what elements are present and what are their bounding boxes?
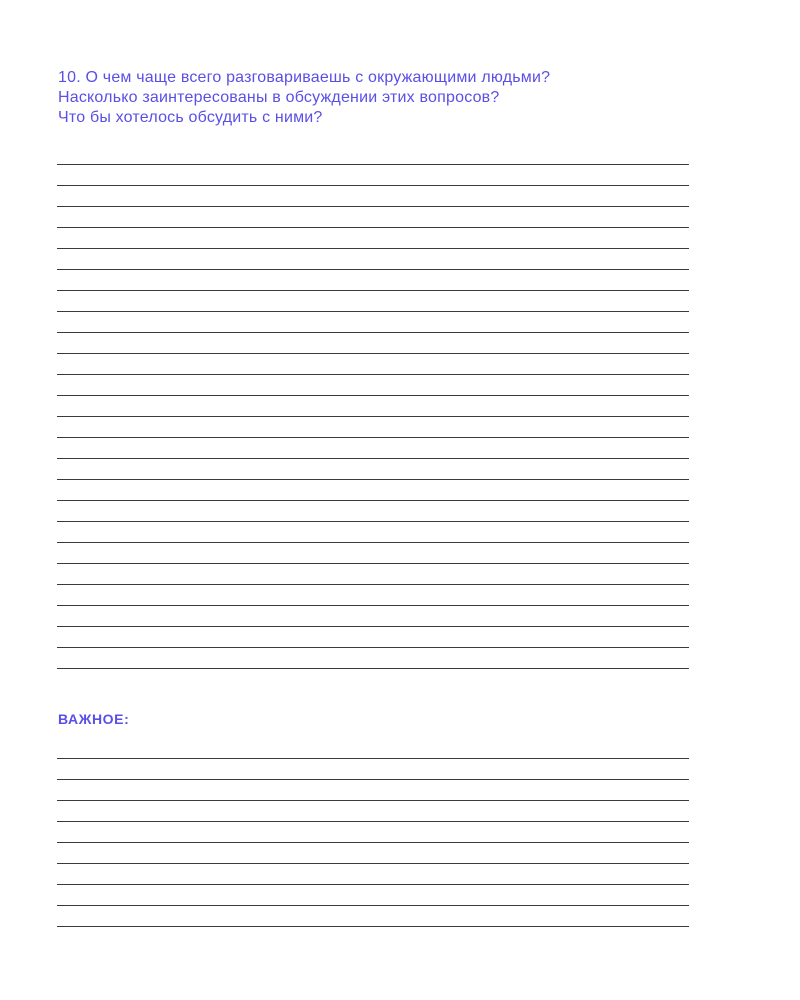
notes-writing-lines (57, 758, 689, 947)
answer-writing-lines (57, 164, 689, 689)
writing-line (57, 227, 689, 228)
writing-line (57, 926, 689, 927)
writing-line (57, 437, 689, 438)
writing-line (57, 374, 689, 375)
writing-line (57, 479, 689, 480)
writing-line (57, 584, 689, 585)
writing-line (57, 758, 689, 759)
writing-line (57, 332, 689, 333)
writing-line (57, 269, 689, 270)
writing-line (57, 605, 689, 606)
writing-line (57, 290, 689, 291)
writing-line (57, 905, 689, 906)
writing-line (57, 311, 689, 312)
question-text (58, 68, 738, 128)
question-line-2: Насколько заинтересованы в обсуждении этих вопросов? (58, 89, 500, 106)
writing-line (57, 353, 689, 354)
writing-line (57, 521, 689, 522)
writing-line (57, 542, 689, 543)
writing-line (57, 863, 689, 864)
writing-line (57, 668, 689, 669)
writing-line (57, 779, 689, 780)
writing-line (57, 821, 689, 822)
question-line-1: 10. О чем чаще всего разговариваешь с окружающими людьми? (58, 69, 551, 86)
writing-line (57, 800, 689, 801)
writing-line (57, 884, 689, 885)
writing-line (57, 416, 689, 417)
writing-line (57, 248, 689, 249)
writing-line (57, 395, 689, 396)
writing-line (57, 185, 689, 186)
writing-line (57, 206, 689, 207)
writing-line (57, 647, 689, 648)
question-line-3: Что бы хотелось обсудить с ними? (58, 109, 323, 126)
writing-line (57, 626, 689, 627)
writing-line (57, 500, 689, 501)
writing-line (57, 164, 689, 165)
writing-line (57, 563, 689, 564)
writing-line (57, 458, 689, 459)
writing-line (57, 842, 689, 843)
notes-heading: ВАЖНОЕ: (58, 711, 130, 727)
